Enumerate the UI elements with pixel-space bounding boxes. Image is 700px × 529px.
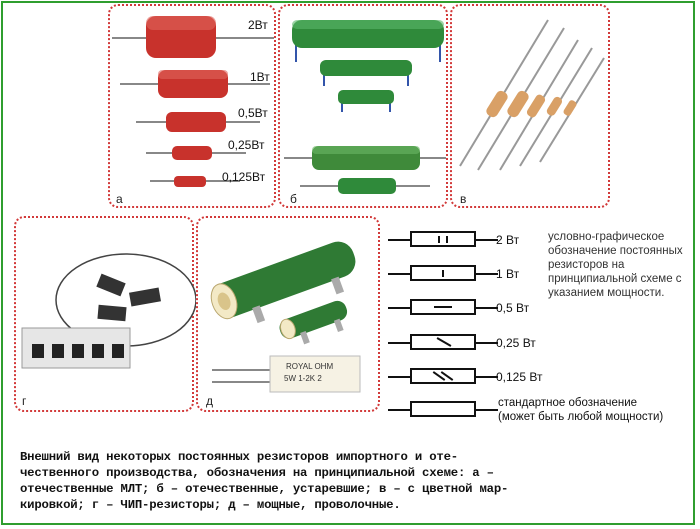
standard-note-line1: стандартное обозначение	[498, 397, 638, 409]
rating-2w: 2Вт	[248, 18, 268, 32]
color-resistor-2	[478, 28, 564, 170]
symbol-label-1w: 1 Вт	[496, 267, 520, 281]
panel-label-d: д	[206, 394, 214, 408]
rating-1w: 1Вт	[250, 70, 270, 84]
green-resistor-medium	[320, 60, 412, 86]
symbol-label-0125w: 0,125 Вт	[496, 370, 543, 384]
caption-line-3: отечественные МЛТ; б – отечественные, устаревшие; в – с цветной мар-	[20, 482, 509, 496]
panel-a-mlt	[108, 4, 276, 208]
panel-label-g: г	[22, 394, 27, 408]
panel-g-chip	[14, 216, 194, 412]
symbol-025w	[388, 333, 498, 353]
color-coded-resistors-illustration	[452, 6, 612, 210]
desc-line-4: принципиальной схеме с	[548, 273, 682, 285]
panel-b-old	[278, 4, 448, 208]
power-resistors-illustration	[198, 218, 382, 414]
green-resistors-illustration	[280, 6, 450, 210]
green-resistor-large	[292, 20, 444, 62]
wirewound-resistor-small	[277, 298, 353, 350]
symbol-2w	[388, 230, 498, 250]
cement-marking-2: 5W 1-2K 2	[284, 374, 322, 383]
panel-label-a: а	[116, 192, 123, 206]
symbol-05w	[388, 298, 498, 318]
symbol-1w	[388, 264, 498, 284]
cement-marking-1: ROYAL OHM	[286, 362, 334, 371]
figure-caption	[20, 449, 690, 513]
mlt-1w-resistor	[120, 70, 270, 98]
rating-05w: 0,5Вт	[238, 106, 268, 120]
symbol-standard	[388, 400, 498, 420]
caption-line-4: кировкой; г – ЧИП-резисторы; д – мощные, проволочные.	[20, 498, 401, 512]
rating-025w: 0,25Вт	[228, 138, 265, 152]
green-resistor-axial-large	[284, 146, 446, 170]
desc-line-1: условно-графическое	[548, 231, 665, 243]
chip-3	[97, 305, 126, 321]
green-resistor-axial-small	[300, 178, 430, 194]
rating-0125w: 0,125Вт	[222, 170, 266, 184]
symbol-label-025w: 0,25 Вт	[496, 336, 536, 350]
standard-note-line2: (может быть любой мощности)	[498, 411, 664, 423]
symbol-label-05w: 0,5 Вт	[496, 301, 530, 315]
caption-line-1: Внешний вид некоторых постоянных резисторов импортного и оте-	[20, 450, 458, 464]
symbol-0125w	[388, 367, 498, 387]
desc-line-3: резисторов на	[548, 259, 625, 271]
caption-line-2: чественного производства, обозначения на принципиальной схеме: а –	[20, 466, 494, 480]
symbol-description	[548, 230, 698, 300]
panel-d-power	[196, 216, 380, 412]
panel-v-color-coded	[450, 4, 610, 208]
color-resistor-1	[460, 20, 548, 166]
panel-label-v: в	[460, 192, 467, 206]
desc-line-2: обозначение постоянных	[548, 245, 683, 257]
green-resistor-small	[338, 90, 394, 112]
chip-resistors-illustration	[16, 218, 196, 414]
panel-label-b: б	[290, 192, 297, 206]
desc-line-5: указанием мощности.	[548, 287, 665, 299]
symbol-label-2w: 2 Вт	[496, 233, 520, 247]
